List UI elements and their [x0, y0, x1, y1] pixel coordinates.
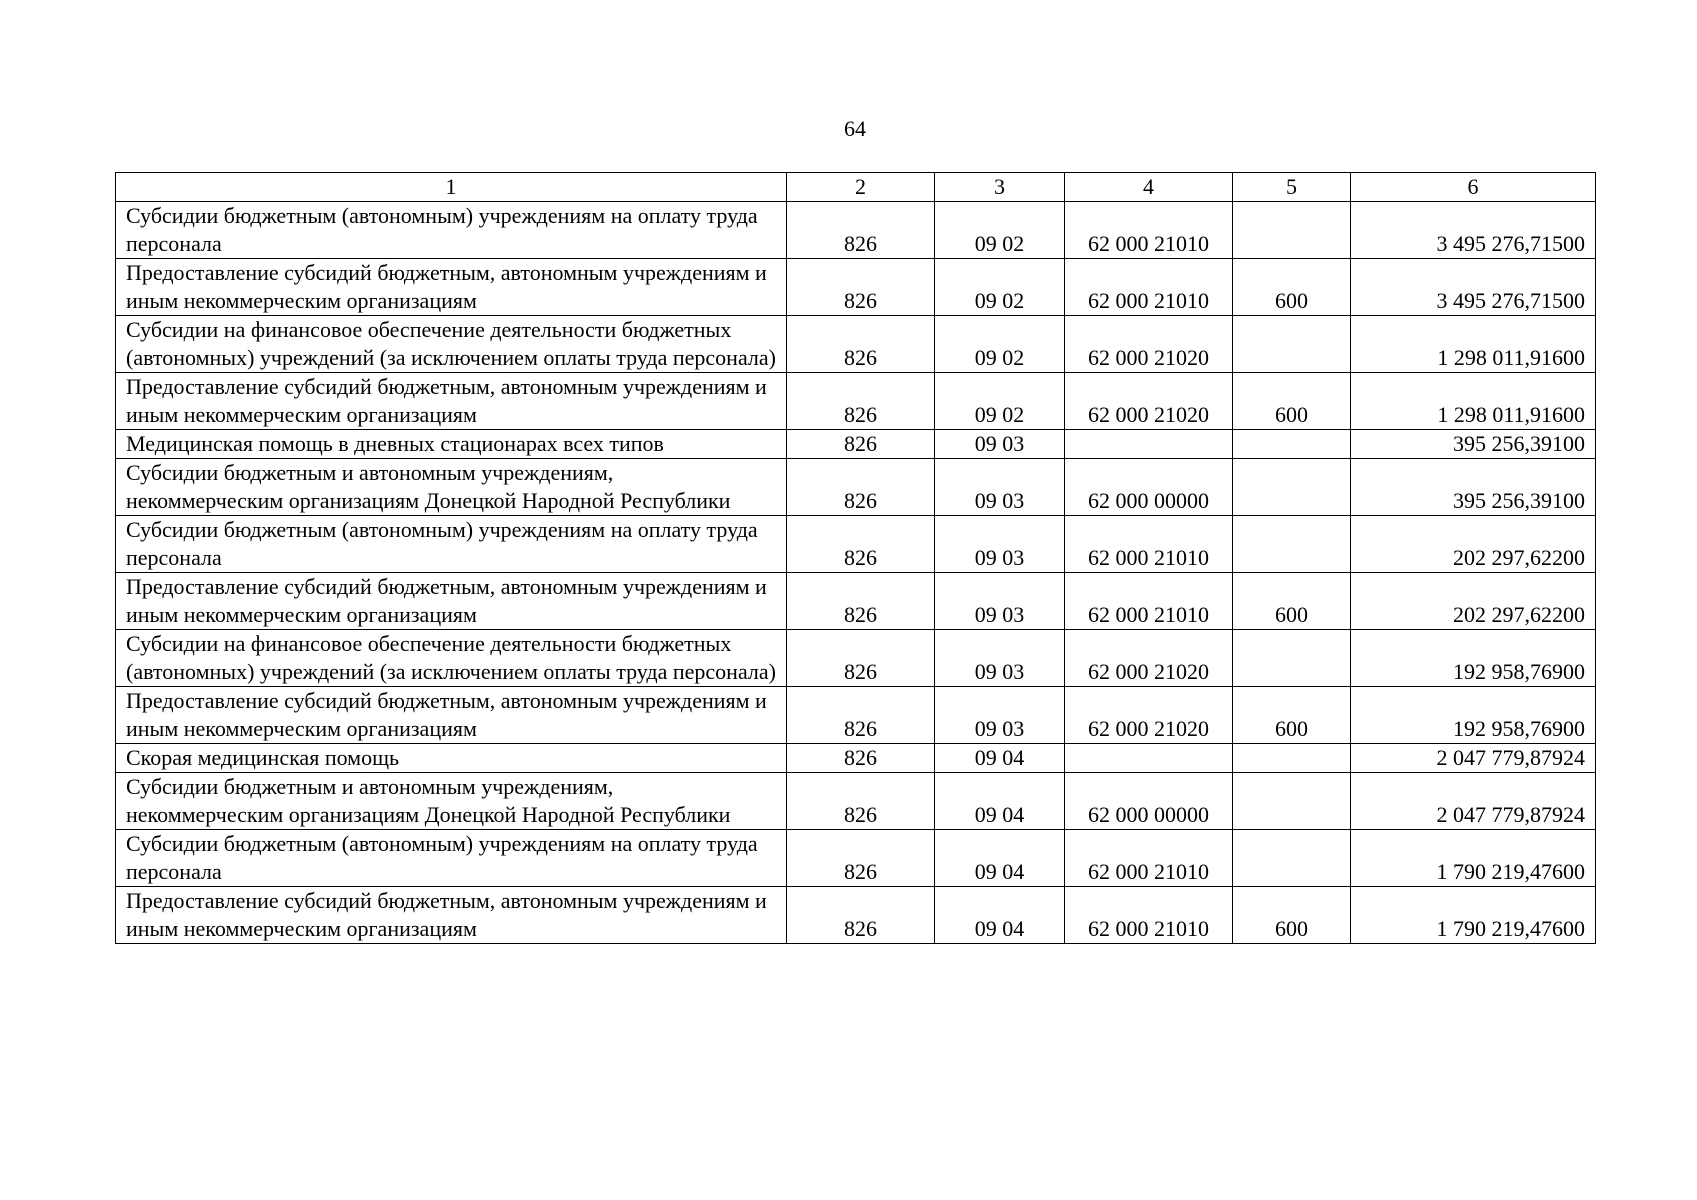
cell-col-4: 62 000 21020: [1065, 687, 1233, 744]
table-row: [116, 744, 1596, 773]
table-row: [116, 459, 1596, 516]
cell-name: Медицинская помощь в дневных стационарах всех типов: [116, 430, 787, 459]
cell-col-6: 202 297,62200: [1351, 573, 1596, 630]
cell-col-2: 826: [787, 459, 935, 516]
cell-col-6: 192 958,76900: [1351, 630, 1596, 687]
table-row: [116, 687, 1596, 744]
cell-col-4: 62 000 21020: [1065, 630, 1233, 687]
cell-col-2: 826: [787, 630, 935, 687]
cell-name: Предоставление субсидий бюджетным, автономным учреждениям и иным некоммерческим организациям: [116, 887, 787, 944]
header-col-6: 6: [1351, 173, 1596, 202]
cell-col-4: 62 000 21010: [1065, 830, 1233, 887]
cell-col-6: 2 047 779,87924: [1351, 773, 1596, 830]
cell-col-4: 62 000 21020: [1065, 373, 1233, 430]
cell-col-5: [1233, 316, 1351, 373]
cell-col-3: 09 03: [935, 630, 1065, 687]
cell-col-6: 1 298 011,91600: [1351, 373, 1596, 430]
cell-col-6: 3 495 276,71500: [1351, 259, 1596, 316]
cell-col-4: 62 000 21010: [1065, 887, 1233, 944]
cell-col-2: 826: [787, 573, 935, 630]
table-row: [116, 573, 1596, 630]
cell-col-4: 62 000 00000: [1065, 459, 1233, 516]
cell-col-3: 09 04: [935, 744, 1065, 773]
cell-col-3: 09 03: [935, 573, 1065, 630]
cell-col-4: 62 000 21010: [1065, 259, 1233, 316]
budget-table: [115, 172, 1596, 944]
cell-col-6: 1 790 219,47600: [1351, 887, 1596, 944]
cell-col-5: [1233, 459, 1351, 516]
table-row: [116, 516, 1596, 573]
cell-col-2: 826: [787, 202, 935, 259]
cell-col-3: 09 03: [935, 459, 1065, 516]
cell-col-2: 826: [787, 430, 935, 459]
cell-col-5: [1233, 202, 1351, 259]
cell-col-3: 09 02: [935, 316, 1065, 373]
table-row: [116, 830, 1596, 887]
cell-col-3: 09 04: [935, 773, 1065, 830]
header-col-3: 3: [935, 173, 1065, 202]
cell-col-2: 826: [787, 773, 935, 830]
cell-col-6: 395 256,39100: [1351, 459, 1596, 516]
header-col-1: 1: [116, 173, 787, 202]
cell-col-2: 826: [787, 744, 935, 773]
cell-col-4: 62 000 21010: [1065, 202, 1233, 259]
cell-col-2: 826: [787, 516, 935, 573]
cell-col-6: 2 047 779,87924: [1351, 744, 1596, 773]
table-row: [116, 373, 1596, 430]
header-col-2: 2: [787, 173, 935, 202]
cell-col-5: 600: [1233, 573, 1351, 630]
cell-name: Субсидии бюджетным (автономным) учреждениям на оплату труда персонала: [116, 516, 787, 573]
cell-col-2: 826: [787, 830, 935, 887]
header-col-5: 5: [1233, 173, 1351, 202]
cell-name: Предоставление субсидий бюджетным, автономным учреждениям и иным некоммерческим организациям: [116, 687, 787, 744]
cell-col-2: 826: [787, 887, 935, 944]
page-number: 64: [844, 116, 866, 141]
cell-col-5: 600: [1233, 887, 1351, 944]
cell-col-5: 600: [1233, 259, 1351, 316]
cell-col-5: [1233, 744, 1351, 773]
cell-name: Предоставление субсидий бюджетным, автономным учреждениям и иным некоммерческим организациям: [116, 373, 787, 430]
cell-col-3: 09 04: [935, 887, 1065, 944]
cell-col-3: 09 02: [935, 373, 1065, 430]
cell-name: Предоставление субсидий бюджетным, автономным учреждениям и иным некоммерческим организациям: [116, 573, 787, 630]
cell-col-6: 1 790 219,47600: [1351, 830, 1596, 887]
cell-col-3: 09 03: [935, 687, 1065, 744]
cell-col-5: [1233, 830, 1351, 887]
cell-col-6: 3 495 276,71500: [1351, 202, 1596, 259]
cell-name: Субсидии бюджетным (автономным) учреждениям на оплату труда персонала: [116, 202, 787, 259]
table-row: [116, 773, 1596, 830]
table-row: [116, 430, 1596, 459]
table-row: [116, 630, 1596, 687]
cell-col-3: 09 03: [935, 430, 1065, 459]
cell-col-2: 826: [787, 259, 935, 316]
cell-col-5: 600: [1233, 687, 1351, 744]
header-col-4: 4: [1065, 173, 1233, 202]
cell-col-5: 600: [1233, 373, 1351, 430]
cell-col-6: 202 297,62200: [1351, 516, 1596, 573]
cell-col-2: 826: [787, 373, 935, 430]
cell-col-3: 09 02: [935, 259, 1065, 316]
table-header-row: [116, 173, 1596, 202]
cell-col-4: [1065, 430, 1233, 459]
cell-name: Субсидии бюджетным и автономным учреждениям, некоммерческим организациям Донецкой Народной Республики: [116, 773, 787, 830]
cell-col-4: 62 000 00000: [1065, 773, 1233, 830]
cell-col-3: 09 04: [935, 830, 1065, 887]
cell-name: Скорая медицинская помощь: [116, 744, 787, 773]
table-body: [116, 202, 1596, 944]
cell-col-4: 62 000 21020: [1065, 316, 1233, 373]
cell-col-4: [1065, 744, 1233, 773]
cell-col-4: 62 000 21010: [1065, 573, 1233, 630]
cell-col-3: 09 03: [935, 516, 1065, 573]
cell-col-2: 826: [787, 687, 935, 744]
cell-name: Предоставление субсидий бюджетным, автономным учреждениям и иным некоммерческим организациям: [116, 259, 787, 316]
cell-col-6: 395 256,39100: [1351, 430, 1596, 459]
cell-col-6: 1 298 011,91600: [1351, 316, 1596, 373]
cell-name: Субсидии на финансовое обеспечение деятельности бюджетных (автономных) учреждений (за исключением оплаты труда персонала): [116, 316, 787, 373]
table-row: [116, 259, 1596, 316]
cell-name: Субсидии бюджетным (автономным) учреждениям на оплату труда персонала: [116, 830, 787, 887]
cell-col-5: [1233, 516, 1351, 573]
cell-col-6: 192 958,76900: [1351, 687, 1596, 744]
cell-name: Субсидии бюджетным и автономным учреждениям, некоммерческим организациям Донецкой Народной Республики: [116, 459, 787, 516]
table-row: [116, 887, 1596, 944]
cell-col-3: 09 02: [935, 202, 1065, 259]
cell-col-5: [1233, 773, 1351, 830]
cell-col-2: 826: [787, 316, 935, 373]
table-row: [116, 316, 1596, 373]
cell-col-5: [1233, 430, 1351, 459]
table-row: [116, 202, 1596, 259]
cell-name: Субсидии на финансовое обеспечение деятельности бюджетных (автономных) учреждений (за исключением оплаты труда персонала): [116, 630, 787, 687]
cell-col-4: 62 000 21010: [1065, 516, 1233, 573]
cell-col-5: [1233, 630, 1351, 687]
